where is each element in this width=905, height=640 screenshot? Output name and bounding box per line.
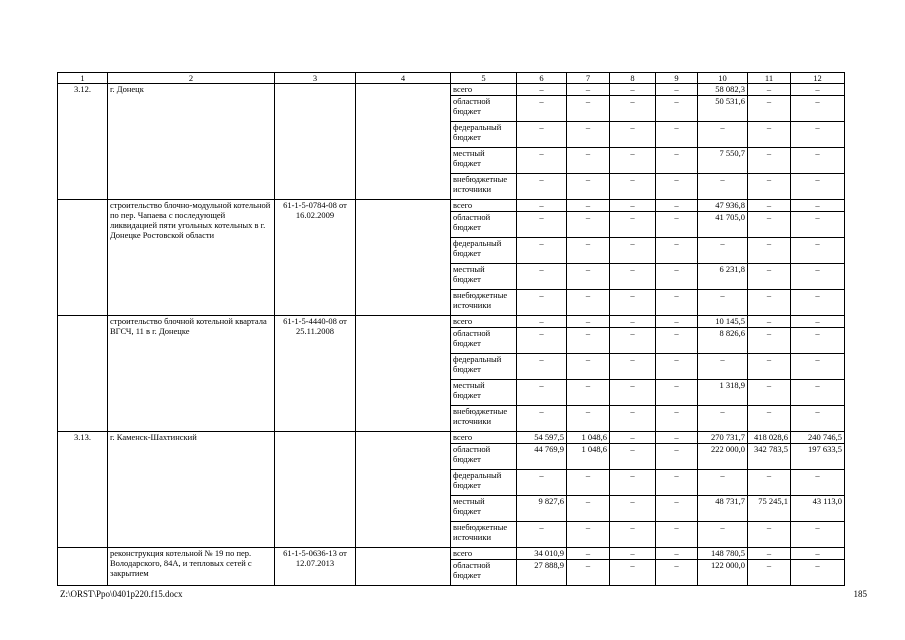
value-cell: 240 746,5	[791, 432, 845, 444]
value-cell: –	[567, 200, 610, 212]
value-cell: –	[610, 84, 656, 96]
value-cell: –	[517, 148, 567, 174]
value-cell: –	[748, 470, 791, 496]
value-cell: –	[656, 548, 698, 560]
value-cell: –	[748, 380, 791, 406]
value-cell: 75 245,1	[748, 496, 791, 522]
blank-cell	[356, 84, 451, 200]
value-cell: –	[656, 406, 698, 432]
value-cell: –	[791, 522, 845, 548]
value-cell: 148 780,5	[698, 548, 748, 560]
value-cell: –	[698, 406, 748, 432]
value-cell: –	[567, 290, 610, 316]
value-cell: –	[791, 174, 845, 200]
project-code: 61-1-5-0636-13 от 12.07.2013	[275, 548, 356, 586]
value-cell: –	[748, 122, 791, 148]
value-cell: –	[656, 470, 698, 496]
item-number	[58, 200, 108, 316]
blank-cell	[356, 200, 451, 316]
value-cell: –	[791, 406, 845, 432]
value-cell: –	[567, 264, 610, 290]
object-name: г. Каменск-Шахтинский	[108, 432, 275, 548]
header-cell: 3	[275, 73, 356, 84]
table-row	[58, 548, 845, 560]
value-cell: –	[791, 96, 845, 122]
value-cell: –	[610, 122, 656, 148]
value-cell: –	[656, 96, 698, 122]
funding-source: всего	[451, 84, 517, 96]
value-cell: 47 936,8	[698, 200, 748, 212]
value-cell: 27 888,9	[517, 560, 567, 586]
value-cell: –	[567, 174, 610, 200]
value-cell: 1 048,6	[567, 432, 610, 444]
value-cell: –	[610, 432, 656, 444]
value-cell: –	[656, 432, 698, 444]
value-cell: –	[610, 316, 656, 328]
value-cell: –	[567, 522, 610, 548]
value-cell: 197 633,5	[791, 444, 845, 470]
value-cell: –	[567, 238, 610, 264]
header-cell: 5	[451, 73, 517, 84]
header-cell: 12	[791, 73, 845, 84]
value-cell: –	[791, 548, 845, 560]
value-cell: –	[567, 148, 610, 174]
value-cell: –	[656, 522, 698, 548]
value-cell: –	[517, 380, 567, 406]
value-cell: –	[656, 354, 698, 380]
value-cell: 44 769,9	[517, 444, 567, 470]
value-cell: –	[791, 380, 845, 406]
value-cell: –	[610, 496, 656, 522]
value-cell: –	[567, 96, 610, 122]
table-row	[58, 432, 845, 444]
funding-source: внебюджетные источники	[451, 406, 517, 432]
project-code	[275, 84, 356, 200]
value-cell: –	[517, 522, 567, 548]
value-cell: –	[698, 174, 748, 200]
value-cell: 7 550,7	[698, 148, 748, 174]
header-cell: 1	[58, 73, 108, 84]
header-row	[58, 73, 845, 84]
value-cell: –	[656, 264, 698, 290]
value-cell: –	[698, 470, 748, 496]
value-cell: –	[698, 290, 748, 316]
header-cell: 7	[567, 73, 610, 84]
funding-source: внебюджетные источники	[451, 290, 517, 316]
value-cell: –	[748, 548, 791, 560]
value-cell: –	[517, 174, 567, 200]
header-cell: 4	[356, 73, 451, 84]
value-cell: 222 000,0	[698, 444, 748, 470]
value-cell: –	[791, 290, 845, 316]
value-cell: –	[610, 444, 656, 470]
funding-source: федеральный бюджет	[451, 238, 517, 264]
value-cell: –	[517, 264, 567, 290]
value-cell: –	[791, 122, 845, 148]
funding-source: всего	[451, 200, 517, 212]
value-cell: –	[791, 212, 845, 238]
value-cell: –	[517, 328, 567, 354]
project-code: 61-1-5-0784-08 от 16.02.2009	[275, 200, 356, 316]
value-cell: –	[748, 264, 791, 290]
value-cell: –	[517, 96, 567, 122]
funding-source: местный бюджет	[451, 496, 517, 522]
table-row	[58, 200, 845, 212]
funding-source: внебюджетные источники	[451, 522, 517, 548]
value-cell: 50 531,6	[698, 96, 748, 122]
value-cell: –	[748, 174, 791, 200]
value-cell: –	[656, 496, 698, 522]
value-cell: –	[748, 354, 791, 380]
funding-source: всего	[451, 316, 517, 328]
value-cell: –	[517, 290, 567, 316]
table-row	[58, 316, 845, 328]
value-cell: –	[610, 238, 656, 264]
value-cell: –	[748, 212, 791, 238]
funding-source: федеральный бюджет	[451, 122, 517, 148]
funding-source: внебюджетные источники	[451, 174, 517, 200]
value-cell: –	[610, 212, 656, 238]
header-cell: 9	[656, 73, 698, 84]
value-cell: –	[517, 84, 567, 96]
funding-source: всего	[451, 548, 517, 560]
value-cell: 54 597,5	[517, 432, 567, 444]
value-cell: –	[748, 522, 791, 548]
header-cell: 6	[517, 73, 567, 84]
table-row	[58, 84, 845, 96]
value-cell: –	[656, 122, 698, 148]
value-cell: –	[698, 522, 748, 548]
value-cell: –	[610, 264, 656, 290]
value-cell: –	[656, 238, 698, 264]
value-cell: –	[567, 84, 610, 96]
value-cell: 122 000,0	[698, 560, 748, 586]
item-number	[58, 548, 108, 586]
value-cell: –	[791, 238, 845, 264]
value-cell: 342 783,5	[748, 444, 791, 470]
value-cell: –	[748, 238, 791, 264]
value-cell: 48 731,7	[698, 496, 748, 522]
blank-cell	[356, 316, 451, 432]
value-cell: –	[517, 316, 567, 328]
value-cell: –	[748, 328, 791, 354]
value-cell: –	[656, 380, 698, 406]
value-cell: –	[656, 84, 698, 96]
item-number: 3.13.	[58, 432, 108, 548]
object-name: строительство блочно-модульной котельной по пер. Чапаева с последующей ликвидацией пяти угольных котельных в г. Донецке Ростовской области	[108, 200, 275, 316]
value-cell: –	[567, 548, 610, 560]
funding-source: областной бюджет	[451, 212, 517, 238]
value-cell: –	[567, 354, 610, 380]
value-cell: –	[748, 148, 791, 174]
funding-source: областной бюджет	[451, 328, 517, 354]
value-cell: –	[791, 148, 845, 174]
value-cell: –	[656, 200, 698, 212]
value-cell: 418 028,6	[748, 432, 791, 444]
value-cell: –	[656, 316, 698, 328]
value-cell: –	[656, 212, 698, 238]
value-cell: –	[567, 470, 610, 496]
blank-cell	[356, 548, 451, 586]
funding-source: областной бюджет	[451, 444, 517, 470]
value-cell: –	[656, 174, 698, 200]
value-cell: –	[610, 380, 656, 406]
value-cell: –	[791, 470, 845, 496]
project-code: 61-1-5-4440-08 от 25.11.2008	[275, 316, 356, 432]
value-cell: –	[610, 548, 656, 560]
value-cell: –	[748, 84, 791, 96]
value-cell: –	[517, 238, 567, 264]
value-cell: 34 010,9	[517, 548, 567, 560]
value-cell: –	[791, 264, 845, 290]
value-cell: 10 145,5	[698, 316, 748, 328]
value-cell: –	[610, 148, 656, 174]
value-cell: 9 827,6	[517, 496, 567, 522]
value-cell: –	[517, 354, 567, 380]
value-cell: 8 826,6	[698, 328, 748, 354]
value-cell: –	[791, 560, 845, 586]
value-cell: –	[567, 328, 610, 354]
value-cell: –	[748, 290, 791, 316]
value-cell: 58 082,3	[698, 84, 748, 96]
value-cell: –	[791, 328, 845, 354]
value-cell: –	[610, 406, 656, 432]
value-cell: –	[567, 212, 610, 238]
value-cell: –	[610, 470, 656, 496]
funding-source: местный бюджет	[451, 380, 517, 406]
value-cell: –	[748, 96, 791, 122]
budget-table	[57, 72, 845, 586]
value-cell: 43 113,0	[791, 496, 845, 522]
blank-cell	[356, 432, 451, 548]
value-cell: –	[791, 316, 845, 328]
value-cell: –	[567, 406, 610, 432]
item-number	[58, 316, 108, 432]
value-cell: –	[517, 470, 567, 496]
value-cell: –	[567, 496, 610, 522]
funding-source: местный бюджет	[451, 148, 517, 174]
value-cell: –	[698, 238, 748, 264]
page-number: 185	[853, 589, 867, 599]
value-cell: 6 231,8	[698, 264, 748, 290]
value-cell: –	[517, 406, 567, 432]
value-cell: –	[610, 290, 656, 316]
value-cell: 41 705,0	[698, 212, 748, 238]
value-cell: –	[610, 174, 656, 200]
project-code	[275, 432, 356, 548]
value-cell: –	[567, 316, 610, 328]
value-cell: –	[656, 560, 698, 586]
funding-source: федеральный бюджет	[451, 470, 517, 496]
funding-source: областной бюджет	[451, 560, 517, 586]
header-cell: 2	[108, 73, 275, 84]
value-cell: –	[517, 212, 567, 238]
value-cell: 1 048,6	[567, 444, 610, 470]
object-name: г. Донецк	[108, 84, 275, 200]
value-cell: –	[791, 200, 845, 212]
value-cell: –	[567, 380, 610, 406]
value-cell: –	[567, 122, 610, 148]
object-name: реконструкция котельной № 19 по пер. Володарского, 84А, и тепловых сетей с закрытием	[108, 548, 275, 586]
value-cell: –	[610, 200, 656, 212]
file-path: Z:\ORST\Ppo\0401p220.f15.docx	[60, 589, 183, 599]
value-cell: –	[610, 354, 656, 380]
value-cell: –	[610, 328, 656, 354]
funding-source: федеральный бюджет	[451, 354, 517, 380]
value-cell: –	[610, 522, 656, 548]
funding-source: областной бюджет	[451, 96, 517, 122]
value-cell: –	[517, 122, 567, 148]
object-name: строительство блочной котельной квартала ВГСЧ, 11 в г. Донецке	[108, 316, 275, 432]
value-cell: –	[791, 84, 845, 96]
header-cell: 11	[748, 73, 791, 84]
value-cell: –	[656, 328, 698, 354]
value-cell: –	[748, 560, 791, 586]
value-cell: 1 318,9	[698, 380, 748, 406]
value-cell: –	[656, 444, 698, 470]
item-number: 3.12.	[58, 84, 108, 200]
value-cell: 270 731,7	[698, 432, 748, 444]
value-cell: –	[610, 560, 656, 586]
value-cell: –	[791, 354, 845, 380]
value-cell: –	[748, 200, 791, 212]
value-cell: –	[517, 200, 567, 212]
value-cell: –	[610, 96, 656, 122]
value-cell: –	[656, 290, 698, 316]
value-cell: –	[748, 316, 791, 328]
header-cell: 10	[698, 73, 748, 84]
value-cell: –	[567, 560, 610, 586]
value-cell: –	[698, 122, 748, 148]
value-cell: –	[698, 354, 748, 380]
value-cell: –	[656, 148, 698, 174]
funding-source: местный бюджет	[451, 264, 517, 290]
funding-source: всего	[451, 432, 517, 444]
value-cell: –	[748, 406, 791, 432]
header-cell: 8	[610, 73, 656, 84]
